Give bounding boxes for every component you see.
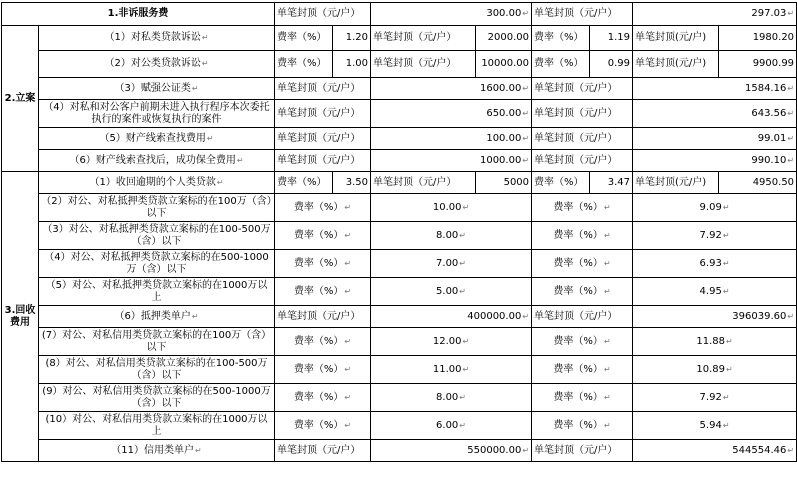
- value-cell: 6.93 ↵: [633, 250, 797, 278]
- cap-label: 单笔封顶（元/户）: [532, 306, 633, 328]
- section-label: 2.立案: [2, 26, 39, 172]
- value-cell: 10.00 ↵: [371, 194, 532, 222]
- rate-label: 费率（%） ↵: [275, 222, 371, 250]
- value-cell: 650.00 ↵: [371, 100, 532, 128]
- row-label: （2）对公类贷款诉讼 ↵: [39, 51, 275, 78]
- cap-label: 单笔封顶(元/户): [633, 172, 719, 194]
- table-row: [2, 222, 797, 250]
- value-cell: 1000.00 ↵: [371, 150, 532, 172]
- value-cell: 9.09 ↵: [633, 194, 797, 222]
- row-label: (8）对公、对私信用类贷款立案标的在100-500万（含）以下: [39, 356, 275, 384]
- row-label: （3）赋强公证类 ↵: [39, 78, 275, 100]
- cap-label: 单笔封顶（元/户）: [532, 150, 633, 172]
- value-cell: 7.92 ↵: [633, 222, 797, 250]
- value-cell: 7.00 ↵: [371, 250, 532, 278]
- value-cell: 396039.60 ↵: [633, 306, 797, 328]
- value-cell: 0.99: [590, 51, 633, 78]
- rate-label: 费率（%） ↵: [275, 384, 371, 412]
- value-cell: 1980.20: [719, 26, 797, 51]
- value-cell: 7.92 ↵: [633, 384, 797, 412]
- rate-label: 费率（%）: [275, 172, 333, 194]
- cap-label: 单笔封顶（元/户）: [275, 3, 371, 26]
- value-cell: 10000.00: [476, 51, 532, 78]
- table-row: [2, 440, 797, 462]
- row-label: (10）对公、对私信用类贷款立案标的在1000万以上: [39, 412, 275, 440]
- cap-label: 单笔封顶（元/户）: [275, 150, 371, 172]
- row-label: （1）收回逾期的个人类贷款 ↵: [39, 172, 275, 194]
- section-label: 1.非诉服务费: [2, 3, 275, 26]
- row-label: （11）信用类单户 ↵: [39, 440, 275, 462]
- value-cell: 4950.50: [719, 172, 797, 194]
- value-cell: 297.03 ↵: [633, 3, 797, 26]
- table-row: [2, 306, 797, 328]
- cap-label: 单笔封顶（元/户）: [275, 128, 371, 150]
- value-cell: 11.00 ↵: [371, 356, 532, 384]
- value-cell: 1600.00 ↵: [371, 78, 532, 100]
- cap-label: 单笔封顶（元/户）: [275, 100, 371, 128]
- value-cell: 2000.00: [476, 26, 532, 51]
- rate-label: 费率（%） ↵: [275, 412, 371, 440]
- rate-label: 费率（%） ↵: [275, 328, 371, 356]
- table-row: [2, 194, 797, 222]
- value-cell: 550000.00 ↵: [371, 440, 532, 462]
- table-row: [2, 78, 797, 100]
- row-label: （5）对公、对私抵押类贷款立案标的在1000万以上: [39, 278, 275, 306]
- table-row: [2, 328, 797, 356]
- rate-label: 费率（%） ↵: [532, 356, 633, 384]
- cap-label: 单笔封顶（元/户）: [371, 51, 476, 78]
- row-label: (7）对公、对私信用类贷款立案标的在100万（含）以下: [39, 328, 275, 356]
- rate-label: 费率（%） ↵: [532, 328, 633, 356]
- table-row: [2, 356, 797, 384]
- row-label: (9）对公、对私信用类贷款立案标的在500-1000万（含）以下: [39, 384, 275, 412]
- value-cell: 10.89 ↵: [633, 356, 797, 384]
- value-cell: 8.00 ↵: [371, 222, 532, 250]
- rate-label: 费率（%） ↵: [532, 222, 633, 250]
- table-row: [2, 3, 797, 26]
- row-label: （4）对私和对公客户前期未进入执行程序本次委托执行的案件或恢复执行的案件: [39, 100, 275, 128]
- rate-label: 费率（%） ↵: [532, 412, 633, 440]
- table-row: [2, 250, 797, 278]
- row-label: （1）对私类贷款诉讼 ↵: [39, 26, 275, 51]
- cap-label: 单笔封顶（元/户）: [532, 78, 633, 100]
- rate-label: 费率（%） ↵: [532, 194, 633, 222]
- fee-table: [1, 2, 797, 462]
- table-row: [2, 278, 797, 306]
- value-cell: 5000: [476, 172, 532, 194]
- rate-label: 费率（%） ↵: [532, 250, 633, 278]
- row-label: （6）抵押类单户 ↵: [39, 306, 275, 328]
- value-cell: 6.00 ↵: [371, 412, 532, 440]
- value-cell: 100.00 ↵: [371, 128, 532, 150]
- value-cell: 8.00 ↵: [371, 384, 532, 412]
- value-cell: 11.88 ↵: [633, 328, 797, 356]
- rate-label: 费率（%） ↵: [275, 250, 371, 278]
- cap-label: 单笔封顶（元/户）: [532, 440, 633, 462]
- value-cell: 99.01 ↵: [633, 128, 797, 150]
- cap-label: 单笔封顶（元/户）: [371, 172, 476, 194]
- cap-label: 单笔封顶（元/户）: [532, 3, 633, 26]
- cap-label: 单笔封顶（元/户）: [275, 306, 371, 328]
- value-cell: 990.10 ↵: [633, 150, 797, 172]
- value-cell: 1.20: [333, 26, 371, 51]
- row-label: （6）财产线索查找后，成功保全费用 ↵: [39, 150, 275, 172]
- value-cell: 1.19: [590, 26, 633, 51]
- value-cell: 5.94 ↵: [633, 412, 797, 440]
- value-cell: 9900.99: [719, 51, 797, 78]
- rate-label: 费率（%）: [275, 26, 333, 51]
- table-row: [2, 100, 797, 128]
- rate-label: 费率（%） ↵: [532, 278, 633, 306]
- value-cell: 643.56 ↵: [633, 100, 797, 128]
- table-row: [2, 384, 797, 412]
- row-label: （5）财产线索查找费用 ↵: [39, 128, 275, 150]
- row-label: （4）对公、对私抵押类贷款立案标的在500-1000万（含）以下: [39, 250, 275, 278]
- cap-label: 单笔封顶(元/户): [633, 26, 719, 51]
- value-cell: 3.47: [590, 172, 633, 194]
- table-row: [2, 128, 797, 150]
- section-label: 3.回收费用: [2, 172, 39, 462]
- rate-label: 费率（%） ↵: [275, 278, 371, 306]
- table-row: [2, 172, 797, 194]
- value-cell: 1584.16 ↵: [633, 78, 797, 100]
- cap-label: 单笔封顶（元/户）: [275, 440, 371, 462]
- rate-label: 费率（%）: [532, 51, 590, 78]
- value-cell: 300.00 ↵: [371, 3, 532, 26]
- table-row: [2, 150, 797, 172]
- value-cell: 544554.46 ↵: [633, 440, 797, 462]
- cap-label: 单笔封顶（元/户）: [532, 100, 633, 128]
- table-row: [2, 26, 797, 51]
- row-label: （3）对公、对私抵押类贷款立案标的在100-500万（含）以下: [39, 222, 275, 250]
- value-cell: 3.50: [333, 172, 371, 194]
- rate-label: 费率（%） ↵: [275, 356, 371, 384]
- rate-label: 费率（%）: [532, 172, 590, 194]
- cap-label: 单笔封顶（元/户）: [275, 78, 371, 100]
- cap-label: 单笔封顶（元/户）: [532, 128, 633, 150]
- cap-label: 单笔封顶（元/户）: [371, 26, 476, 51]
- row-label: （2）对公、对私抵押类贷款立案标的在100万（含）以下: [39, 194, 275, 222]
- value-cell: 12.00 ↵: [371, 328, 532, 356]
- table-row: [2, 412, 797, 440]
- rate-label: 费率（%） ↵: [532, 384, 633, 412]
- rate-label: 费率（%） ↵: [275, 194, 371, 222]
- rate-label: 费率（%）: [532, 26, 590, 51]
- table-row: [2, 51, 797, 78]
- value-cell: 1.00: [333, 51, 371, 78]
- cap-label: 单笔封顶(元/户): [633, 51, 719, 78]
- rate-label: 费率（%）: [275, 51, 333, 78]
- value-cell: 5.00 ↵: [371, 278, 532, 306]
- value-cell: 4.95 ↵: [633, 278, 797, 306]
- value-cell: 400000.00 ↵: [371, 306, 532, 328]
